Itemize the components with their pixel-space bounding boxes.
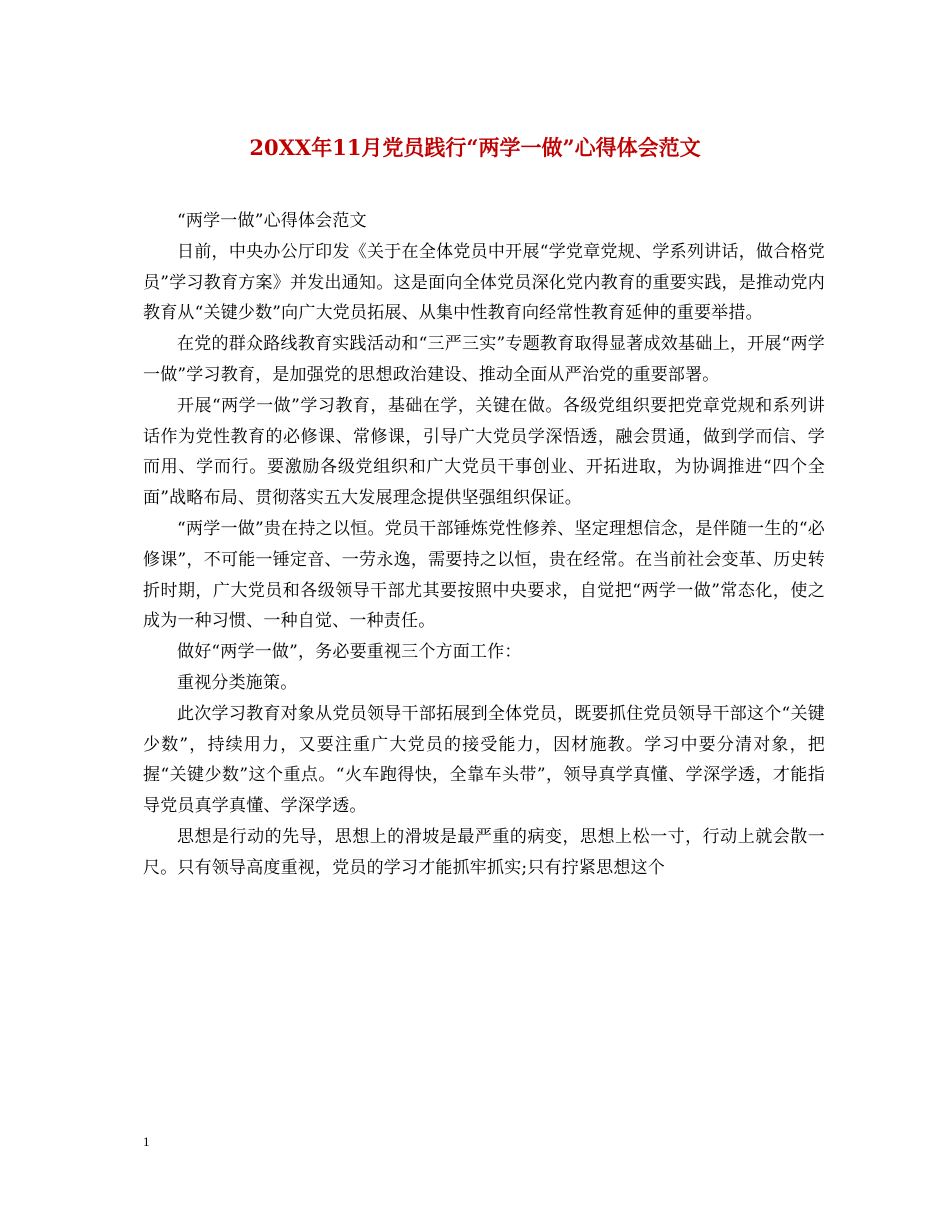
paragraph: 做好“两学一做”，务必要重视三个方面工作： [177,642,522,663]
page-number: 1 [143,1134,150,1149]
paragraph-heading: 重视分类施策。 [177,672,298,693]
document-body [143,206,825,884]
paragraph: 思想是行动的先导，思想上的滑坡是最严重的病变，思想上松一寸，行动上就会散一尺。只有领导高度重视，党员的学习才能抓牢抓实;只有拧紧思想这个 [143,826,825,878]
paragraph: 此次学习教育对象从党员领导干部拓展到全体党员，既要抓住党员领导干部这个“关键少数”，持续用力，又要注重广大党员的接受能力，因材施教。学习中要分清对象，把握“关键少数”这个重点。“火车跑得快，全靠车头带”，领导真学真懂、学深学透，才能指导党员真学真懂、学深学透。 [143,703,825,817]
paragraph: 开展“两学一做”学习教育，基础在学，关键在做。各级党组织要把党章党规和系列讲话作为党性教育的必修课、常修课，引导广大党员学深悟透，融会贯通，做到学而信、学而用、学而行。要激励各级党组织和广大党员干事创业、开拓进取，为协调推进“四个全面”战略布局、贯彻落实五大发展理念提供坚强组织保证。 [143,395,825,509]
paragraph-subtitle: “两学一做”心得体会范文 [177,211,367,231]
paragraph: “两学一做”贵在持之以恒。党员干部锤炼党性修养、坚定理想信念，是伴随一生的“必修课”，不可能一锤定音、一劳永逸，需要持之以恒，贵在经常。在当前社会变革、历史转折时期，广大党员和各级领导干部尤其要按照中央要求，自觉把“两学一做”常态化，使之成为一种习惯、一种自觉、一种责任。 [143,518,825,632]
paragraph: 日前，中央办公厅印发《关于在全体党员中开展“学党章党规、学系列讲话，做合格党员”学习教育方案》并发出通知。这是面向全体党员深化党内教育的重要实践，是推动党内教育从“关键少数”向广大党员拓展、从集中性教育向经常性教育延伸的重要举措。 [143,241,825,324]
document-title: 20XX年11月党员践行“两学一做”心得体会范文 [249,135,701,160]
paragraph: 在党的群众路线教育实践活动和“三严三实”专题教育取得显著成效基础上，开展“两学一做”学习教育，是加强党的思想政治建设、推动全面从严治党的重要部署。 [143,334,825,385]
